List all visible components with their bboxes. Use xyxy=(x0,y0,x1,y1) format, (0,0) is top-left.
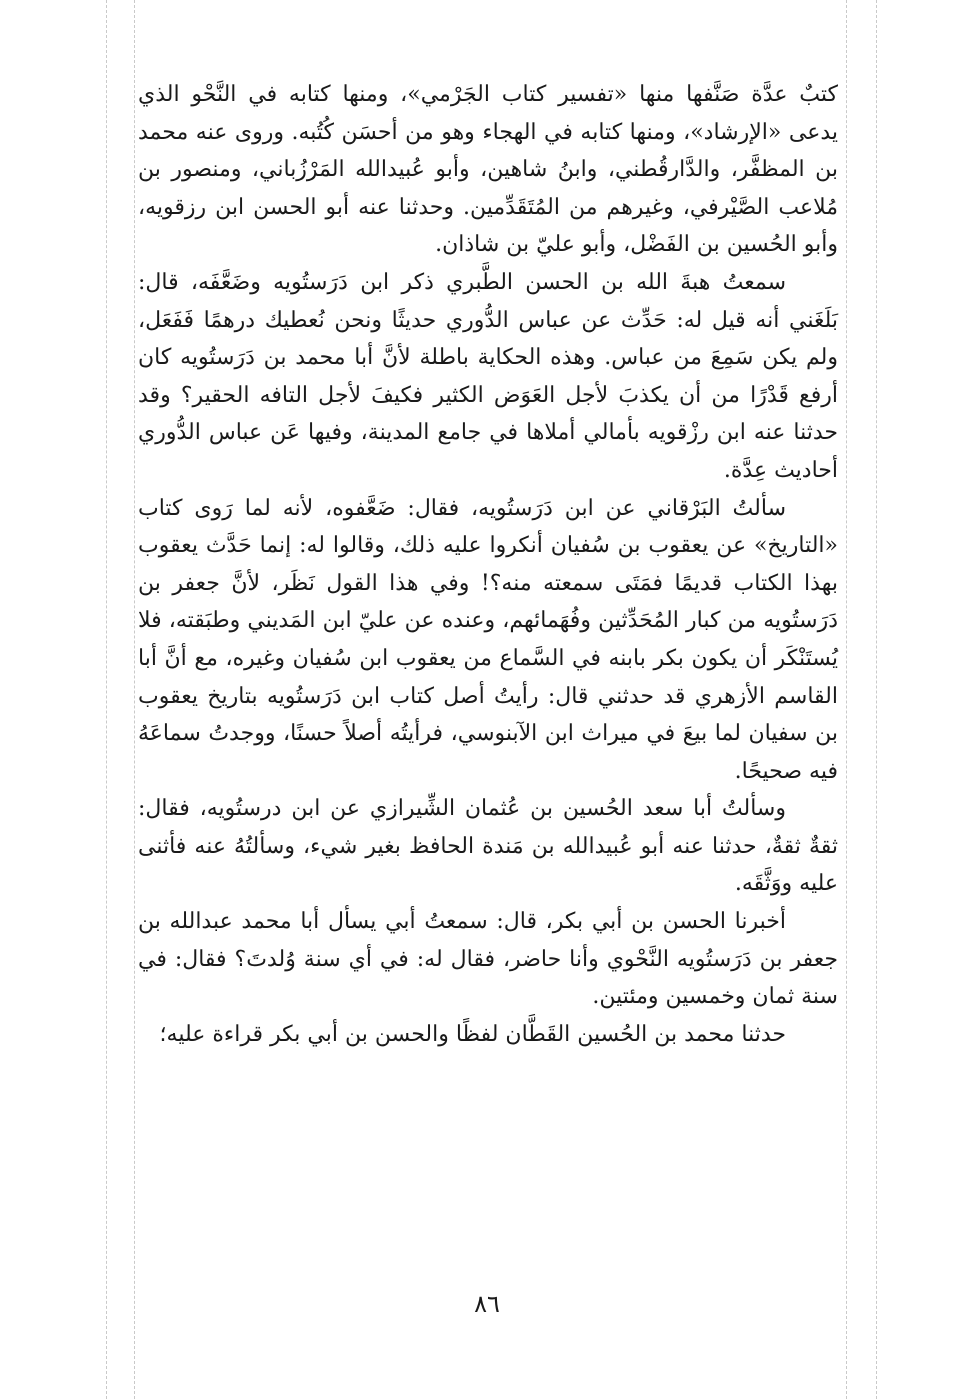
paragraph-4: وسألتُ أبا سعد الحُسين بن عُثمان الشِّيرازي عن ابن درستُويه، فقال: ثقةٌ ثقةٌ، حدثنا عنه أبو عُبيدالله بن مَندة الحافظ بغير شيء، وسألتُهُ عنه فأثنى عليه ووَثَّقَه. xyxy=(138,796,838,897)
page-number: ٨٦ xyxy=(474,1290,500,1318)
paragraph-3: سألتُ البَرْقاني عن ابن دَرَستُويه، فقال: ضَعَّفوه، لأنه لما رَوى كتاب «التاريخ» عن يعقوب بن سُفيان أنكروا عليه ذلك، وقالوا له: إنما حَدَّث يعقوب بهذا الكتاب قديمًا فمَتَى سمعته منه؟! وفي هذا القول نَظَر، لأنَّ جعفر بن دَرَستُويه من كبار المُحَدِّثين وفُهَمائهم، وعنده عن عليّ ابن المَديني وطبَقته، فلا يُستَنْكَر أن يكون بكر بابنه في السَّماع من يعقوب ابن سُفيان وغيره، مع أنَّ أبا القاسم الأزهري قد حدثني قال: رأيتُ أصل كتاب ابن دَرَستُويه بتاريخ يعقوب بن سفيان لما بيعَ في ميراث ابن الآبنوسي، فرأيتُه أصلاً حسنًا، ووجدتُ سماعَهُ فيه صحيحًا. xyxy=(138,495,838,784)
right-margin-rule-outer xyxy=(876,0,877,1399)
paragraph-6: حدثنا محمد بن الحُسين القَطَّان لفظًا والحسن بن أبي بكر قراءة عليه؛ xyxy=(159,1021,786,1047)
paragraph-1: كتبٌ عدَّة صَنَّفها منها «تفسير كتاب الجَرْمي»، ومنها كتابه في النَّحْو الذي يدعى «الإرشاد»، ومنها كتابه في الهجاء وهو من أحسَن كُتُبه. وروى عنه محمد بن المظفَّر، والدَّارقُطني، وابنُ شاهين، وأبو عُبيدالله المَرْزُباني، ومنصور بن مُلاعب الصَّيْرفي، وغيرهم من المُتَقَدِّمين. وحدثنا عنه أبو الحسن ابن رزقويه، وأبو الحُسين بن الفَضْل، وأبو عليّ بن شاذان. xyxy=(138,82,838,258)
paragraph-5: أخبرنا الحسن بن أبي بكر، قال: سمعتُ أبي يسأل أبا محمد عبدالله بن جعفر بن دَرَستُويه النَّحْوي وأنا حاضر، فقال له: في أي سنة وُلدتَ؟ فقال: في سنة ثمان وخمسين ومئتين. xyxy=(138,909,838,1010)
left-margin-rule-inner xyxy=(134,0,135,1399)
right-margin-rule-inner xyxy=(846,0,847,1399)
paragraph-2: سمعتُ هبةَ الله بن الحسن الطَّبري ذكر ابن دَرَستُويه وضَعَّفَه، قال: بَلَغَني أنه قيل له: حَدِّث عن عباس الدُّوري حديثًا ونحن نُعطيك درهمًا فَفَعَل، ولم يكن سَمِعَ من عباس. وهذه الحكاية باطلة لأنَّ أبا محمد بن دَرَستُويه كان أرفع قَدْرًا من أن يكذبَ لأجل العَوَض الكثير فكيفَ لأجل التافه الحقير؟ وقد حدثنا عنه ابن رزْقويه بأمالي أملاها في جامع المدينة، وفيها عَن عباس الدُّوري أحاديث عِدَّة. xyxy=(138,269,838,483)
page-body xyxy=(138,76,838,1053)
left-margin-rule-outer xyxy=(106,0,107,1399)
